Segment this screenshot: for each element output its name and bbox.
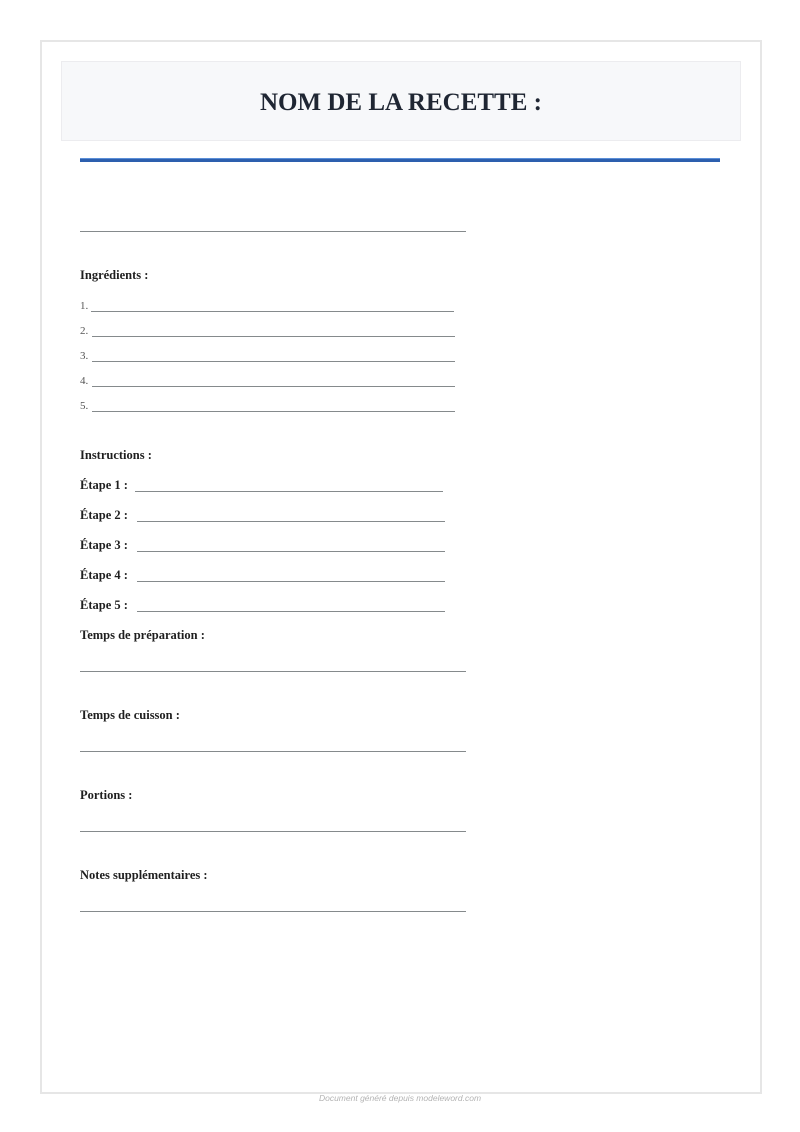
step-label: Étape 3 : xyxy=(80,538,128,552)
prep-time-line[interactable] xyxy=(80,671,466,672)
ingredient-number: 4. xyxy=(80,375,89,387)
footer-note: Document généré depuis modeleword.com xyxy=(318,1093,482,1103)
step-label: Étape 5 : xyxy=(80,598,128,612)
ingredient-number: 2. xyxy=(80,325,89,337)
step-line[interactable] xyxy=(137,521,445,522)
ingredient-number: 3. xyxy=(80,350,89,362)
step-label: Étape 4 : xyxy=(80,568,128,582)
ingredients-heading: Ingrédients : xyxy=(80,268,149,282)
cook-time-line[interactable] xyxy=(80,751,466,752)
step-line[interactable] xyxy=(137,611,445,612)
step-line[interactable] xyxy=(137,551,445,552)
notes-label: Notes supplémentaires : xyxy=(80,868,208,882)
ingredient-line[interactable] xyxy=(92,386,455,387)
ingredient-line[interactable] xyxy=(92,336,455,337)
step-line[interactable] xyxy=(137,581,445,582)
page-title: NOM DE LA RECETTE : xyxy=(260,89,542,116)
prep-time-label: Temps de préparation : xyxy=(80,628,205,642)
step-label: Étape 2 : xyxy=(80,508,128,522)
recipe-name-line[interactable] xyxy=(80,231,466,232)
notes-line[interactable] xyxy=(80,911,466,912)
portions-label: Portions : xyxy=(80,788,133,802)
ingredient-number: 5. xyxy=(80,400,89,412)
document-page xyxy=(40,40,762,1094)
ingredient-line[interactable] xyxy=(91,311,454,312)
ingredient-line[interactable] xyxy=(92,411,455,412)
cook-time-label: Temps de cuisson : xyxy=(80,708,180,722)
instructions-heading: Instructions : xyxy=(80,448,152,462)
step-label: Étape 1 : xyxy=(80,478,128,492)
portions-line[interactable] xyxy=(80,831,466,832)
title-box xyxy=(61,61,741,141)
title-divider xyxy=(80,158,720,162)
ingredient-number: 1. xyxy=(80,300,89,312)
ingredient-line[interactable] xyxy=(92,361,455,362)
step-line[interactable] xyxy=(135,491,443,492)
